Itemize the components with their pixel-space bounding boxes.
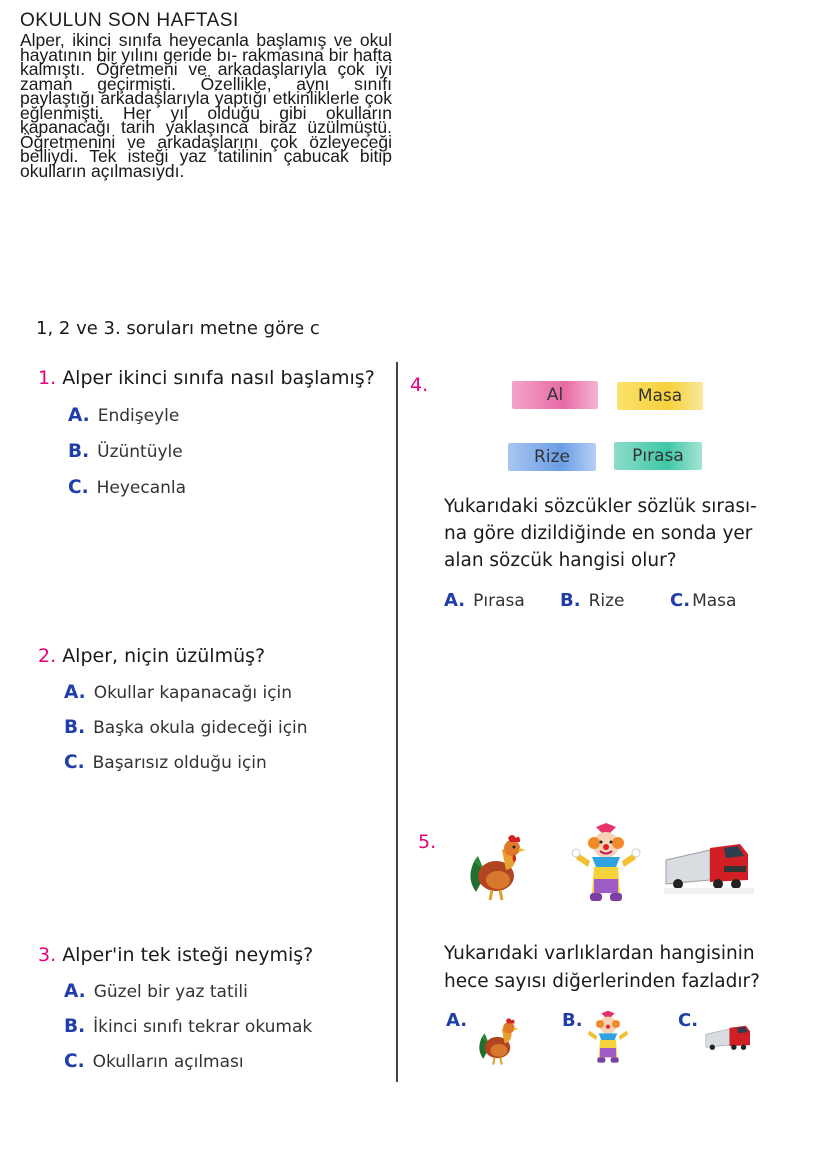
- question-text: Alper'in tek isteği neymiş?: [62, 944, 314, 966]
- word-tag: Rize: [508, 443, 596, 471]
- clown-image: [570, 823, 642, 905]
- question-number: 3.: [38, 944, 57, 966]
- option-c[interactable]: [670, 590, 736, 611]
- question-2: [38, 645, 265, 667]
- option-letter: B.: [68, 441, 90, 462]
- option-letter: C.: [670, 590, 691, 611]
- option-letter: A.: [68, 405, 90, 426]
- option-text: Başarısız olduğu için: [92, 753, 267, 773]
- column-divider: [396, 362, 398, 1082]
- option-b[interactable]: [64, 717, 308, 738]
- option-a[interactable]: [64, 682, 292, 703]
- word-tag: Masa: [617, 382, 703, 410]
- option-text: Okullar kapanacağı için: [93, 683, 293, 703]
- option-letter: C.: [678, 1010, 699, 1031]
- question-1: [38, 367, 375, 389]
- option-text: Masa: [692, 591, 737, 611]
- option-a[interactable]: [446, 1010, 475, 1031]
- option-text: İkinci sınıfı tekrar okumak: [93, 1017, 313, 1037]
- question-number: 4.: [410, 374, 429, 396]
- rooster-image[interactable]: [476, 1012, 526, 1066]
- question-3: [38, 944, 313, 966]
- option-text: Başka okula gideceği için: [93, 718, 308, 738]
- option-letter: A.: [64, 981, 86, 1002]
- option-letter: A.: [444, 590, 466, 611]
- option-c[interactable]: [64, 752, 267, 773]
- option-letter: B.: [560, 590, 581, 611]
- option-text: Rize: [588, 591, 625, 611]
- story-title: OKULUN SON HAFTASI: [20, 10, 239, 31]
- option-letter: C.: [64, 752, 85, 773]
- option-text: Endişeyle: [97, 406, 180, 426]
- truck-image: [664, 826, 754, 904]
- word-tag: Pırasa: [614, 442, 702, 470]
- truck-image[interactable]: [702, 1016, 756, 1058]
- option-text: Güzel bir yaz tatili: [93, 982, 248, 1002]
- option-b[interactable]: [68, 441, 183, 462]
- rooster-image: [466, 826, 536, 902]
- story-body: Alper, ikinci sınıfa heyecanla başlamış ve okul hayatının bir yılını geride bı- rakmasına bir hafta kalmıştı. Öğretmeni ve arkadaşlarıyla çok iyi zaman geçirmişti. Özellikle, aynı sınıfı paylaştığı arkadaşlarıyla yaptığı etkinliklerle çok eğlenmişti. Her yıl olduğu gibi okulların kapanacağı tarih yaklaşınca biraz üzülmüştü. Öğretmenini ve arkadaşlarını çok özleyeceği belliydi. Tek isteği yaz tatilinin çabucak bitip okulların açılmasıydı.: [20, 30, 392, 181]
- question-text: Yukarıdaki sözcükler sözlük sırası- na göre dizildiğinde en sonda yer alan sözcük hangisi olur?: [444, 496, 757, 571]
- option-text: Pırasa: [473, 591, 525, 611]
- question-text: Alper ikinci sınıfa nasıl başlamış?: [62, 367, 375, 389]
- option-a[interactable]: [68, 405, 179, 426]
- question-number: 2.: [38, 645, 57, 667]
- option-a[interactable]: [444, 590, 525, 611]
- option-b[interactable]: [560, 590, 624, 611]
- instruction-note: 1, 2 ve 3. soruları metne göre c: [36, 318, 320, 339]
- option-a[interactable]: [64, 981, 248, 1002]
- option-letter: C.: [68, 477, 89, 498]
- option-letter: A.: [64, 682, 86, 703]
- question-text: Alper, niçin üzülmüş?: [62, 645, 266, 667]
- option-letter: C.: [64, 1051, 85, 1072]
- option-c[interactable]: [64, 1051, 244, 1072]
- option-letter: A.: [446, 1010, 468, 1031]
- question-number: 1.: [38, 367, 57, 389]
- option-letter: B.: [562, 1010, 583, 1031]
- clown-image[interactable]: [584, 1010, 632, 1066]
- question-number: 5.: [418, 831, 437, 853]
- question-text: Yukarıdaki varlıklardan hangisinin hece sayısı diğerlerinden fazladır?: [444, 943, 760, 992]
- option-letter: B.: [64, 1016, 86, 1037]
- option-c[interactable]: [68, 477, 186, 498]
- option-text: Okulların açılması: [92, 1052, 244, 1072]
- word-tag: Al: [512, 381, 598, 409]
- option-b[interactable]: [64, 1016, 312, 1037]
- option-text: Üzüntüyle: [97, 442, 183, 462]
- option-text: Heyecanla: [96, 478, 187, 498]
- option-letter: B.: [64, 717, 86, 738]
